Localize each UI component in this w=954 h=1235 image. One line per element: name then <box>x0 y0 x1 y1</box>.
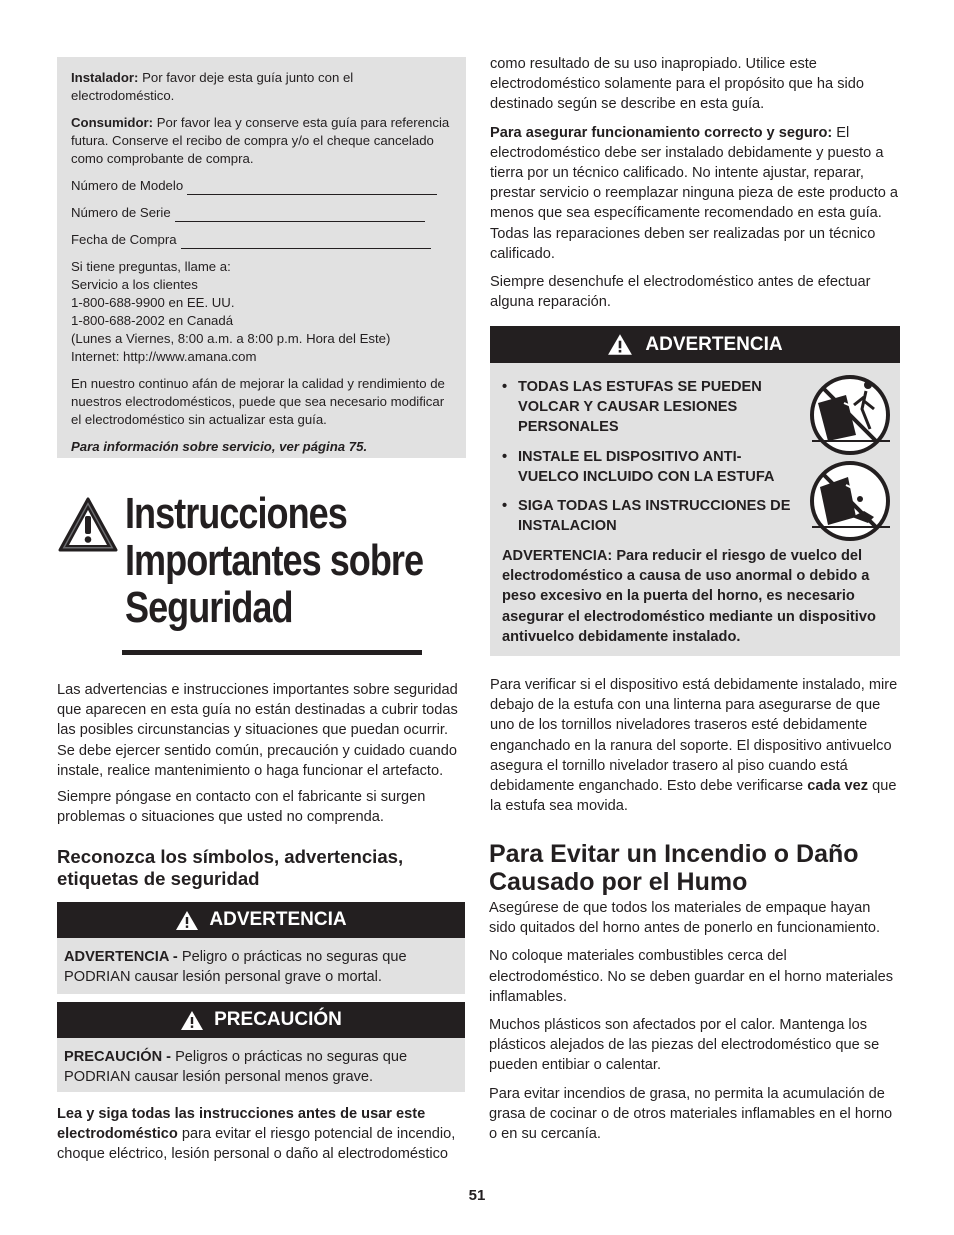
purchase-date-field: Fecha de Compra <box>71 231 456 249</box>
warning-icon <box>607 333 633 356</box>
owner-info-box <box>57 57 466 458</box>
read-follow-text: Lea y siga todas las instrucciones antes de usar este electrodoméstico para evitar el riesgo potencial de incendio, choque eléctrico, lesión personal o daño al electrodoméstico <box>57 1106 456 1163</box>
model-number-field: Número de Modelo <box>71 177 456 195</box>
list-item: • SIGA TODAS LAS INSTRUCCIONES DE INSTALACION <box>502 498 791 535</box>
usage-text: como resultado de su uso inapropiado. Utilice este electrodoméstico solamente para el propósito que ha sido destinado según se describe en esta guía. Para asegurar funcionamiento correcto y seguro: El electrodoméstico debe ser instalado debidamente y puesto a tierra por un técnico calificado. No intente ajustar, reparar, prestar servicio o reemplazar ninguna pieza de este producto a menos que sea específicamente recomendado en esta guía. Todas las reparaciones deben ser realizadas por un técnico calificado. Siempre desenchufe el electrodoméstico antes de efectuar alguna reparación. <box>490 56 899 311</box>
intro-text: Las advertencias e instrucciones importantes sobre seguridad que aparecen en esta guía no están destinadas a cubrir todas las posibles circunstancias y situaciones que puedan ocurrir. Se debe ejercer sentido común, precaución y cuidado cuando instale, realice mantenimiento o haga funcionar el artefacto. Siempre póngase en contacto con el fabricante si surgen problemas o situaciones que usted no comprenda. <box>57 682 458 826</box>
symbols-heading: Reconozca los símbolos, advertencias, etiquetas de seguridad <box>57 846 404 889</box>
fire-heading: Para Evitar un Incendio o Daño Causado por el Humo <box>489 840 859 896</box>
page-title: Instrucciones Importantes sobre Seguridad <box>125 489 424 632</box>
verify-text: Para verificar si el dispositivo está debidamente instalado, mire debajo de la estufa con una linterna para asegurarse de que uno de los tornillos niveladores traseros esté debidamente enganchado en la ranura del soporte. El dispositivo antivuelco asegura el tornillo nivelador trasero al piso cuando está debidamente enganchado. Esto debe verificarse cada vez que la estufa sea movida. <box>490 677 898 815</box>
caution-banner: PRECAUCIÓN <box>57 1002 465 1038</box>
serial-number-field: Número de Serie <box>71 204 456 222</box>
child-tipping-range-icon <box>808 459 892 543</box>
caution-definition: PRECAUCIÓN - Peligros o prácticas no seguras que PODRIAN causar lesión personal menos grave. <box>57 1038 465 1092</box>
fire-text: Asegúrese de que todos los materiales de empaque hayan sido quitados del horno antes de ponerlo en funcionamiento. No coloque materiales combustibles cerca del electrodoméstico. No se deben guardar en el horno materiales inflamables. Muchos plásticos son afectados por el calor. Mantenga los plásticos alejados de las piezas del electrodoméstico que se pueden entibiar o calentar. Para evitar incendios de grasa, no permita la acumulación de grasa de cocinar o de otros materiales inflamables en el horno o en su cercanía. <box>489 900 893 1143</box>
list-item: • TODAS LAS ESTUFAS SE PUEDEN VOLCAR Y CAUSAR LESIONES PERSONALES <box>502 379 762 436</box>
title-underline <box>122 650 422 655</box>
tipping-range-icon <box>808 373 892 457</box>
warning-banner: ADVERTENCIA <box>57 902 465 938</box>
installer-note: Instalador: Por favor deje esta guía junto con el electrodoméstico. <box>71 70 354 103</box>
safety-warning-icon <box>57 496 117 552</box>
service-note: Para información sobre servicio, ver página 75. <box>71 439 368 454</box>
warning-icon <box>175 910 199 931</box>
tipover-warning-box <box>490 363 900 656</box>
caution-icon <box>180 1010 204 1031</box>
tipover-note: ADVERTENCIA: Para reducir el riesgo de vuelco del electrodoméstico a causa de uso anormal o debido a peso excesivo en la puerta del horno, es necesario asegurar el electrodoméstico mediante un dispositivo antivuelco debidamente instalado. <box>502 548 876 645</box>
warning-definition: ADVERTENCIA - Peligro o prácticas no seguras que PODRIAN causar lesión personal grave o mortal. <box>57 938 465 994</box>
page-number: 51 <box>468 1187 486 1204</box>
improvement-note: En nuestro continuo afán de mejorar la calidad y rendimiento de nuestros electrodomésticos, puede que sea necesario modificar el electrodoméstico sin actualizar esta guía. <box>71 376 445 427</box>
consumer-note: Consumidor: Por favor lea y conserve esta guía para referencia futura. Conserve el recibo de compra y/o el cheque cancelado como comprobante de compra. <box>71 115 450 166</box>
tipover-warning-banner: ADVERTENCIA <box>490 326 900 363</box>
tipover-bullets <box>502 377 792 536</box>
contact-info: Si tiene preguntas, llame a: Servicio a los clientes 1-800-688-9900 en EE. UU. 1-800-688-2002 en Canadá (Lunes a Viernes, 8:00 a.m. a 8:00 p.m. Hora del Este) Internet: http://www.amana.com <box>71 259 391 364</box>
list-item: • INSTALE EL DISPOSITIVO ANTI-VUELCO INCLUIDO CON LA ESTUFA <box>502 448 775 485</box>
